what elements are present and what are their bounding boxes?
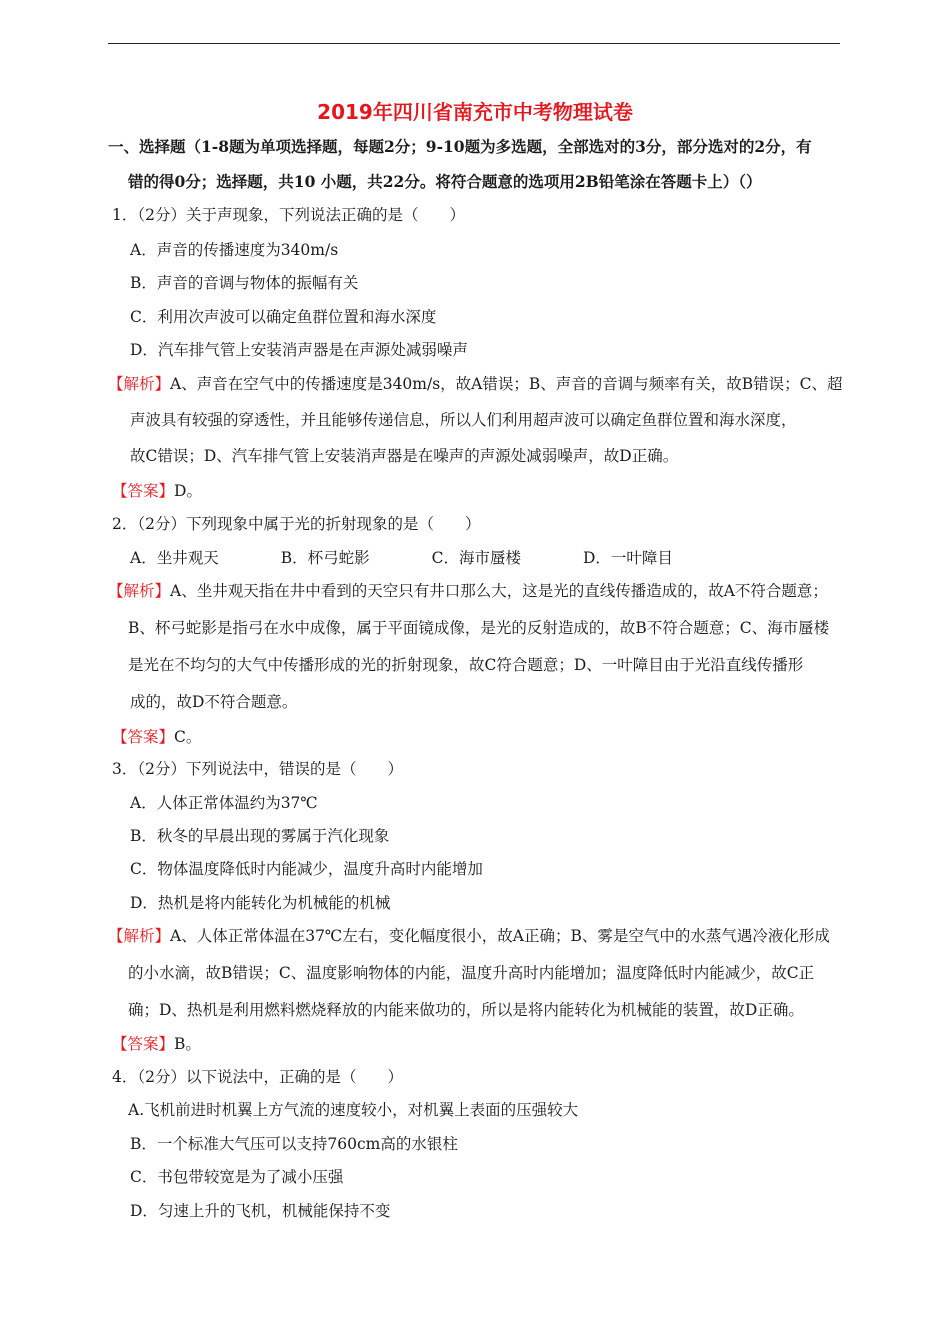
question-2-option-d: D．一叶障目 <box>582 549 673 567</box>
question-2-option-a: A．坐井观天 <box>130 549 219 567</box>
answer-tag: 【答案】 <box>112 728 175 746</box>
analysis-tag: 【解析】 <box>108 582 171 600</box>
answer-tag: 【答案】 <box>112 482 175 500</box>
question-1-stem: 1．（2分）关于声现象，下列说法正确的是（ ） <box>112 206 465 224</box>
question-2-answer: 【答案】C。 <box>112 728 202 746</box>
question-2-analysis-line2: B、杯弓蛇影是指弓在水中成像，属于平面镜成像，是光的反射造成的，故B不符合题意；C、海市蜃楼 <box>128 619 830 637</box>
answer-tag: 【答案】 <box>112 1035 175 1053</box>
question-4-stem: 4．（2分）以下说法中，正确的是（ ） <box>112 1068 403 1086</box>
question-1-option-c: C．利用次声波可以确定鱼群位置和海水深度 <box>130 308 437 326</box>
question-2-stem: 2．（2分）下列现象中属于光的折射现象的是（ ） <box>112 515 481 533</box>
section-heading-line1: 一、选择题（1-8题为单项选择题，每题2分；9-10题为多选题，全部选对的3分，部分选对的2分，有 <box>108 137 812 156</box>
question-3-option-b: B．秋冬的早晨出现的雾属于汽化现象 <box>130 827 390 845</box>
question-3-option-a: A．人体正常体温约为37℃ <box>130 794 318 812</box>
question-2-analysis-line3: 是光在不均匀的大气中传播形成的光的折射现象，故C符合题意；D、一叶障目由于光沿直线传播形 <box>128 656 804 674</box>
question-2-analysis-line1: 【解析】A、坐井观天指在井中看到的天空只有井口那么大，这是光的直线传播造成的，故A不符合题意； <box>108 582 828 600</box>
question-3-analysis-line3: 确；D、热机是利用燃料燃烧释放的内能来做功的，所以是将内能转化为机械能的装置，故D正确。 <box>128 1001 804 1019</box>
question-3-option-d: D．热机是将内能转化为机械能的机械 <box>130 894 391 912</box>
question-3-answer: 【答案】B。 <box>112 1035 201 1053</box>
question-3-analysis-line1: 【解析】A、人体正常体温在37℃左右，变化幅度很小，故A正确；B、雾是空气中的水蒸气遇冷液化形成 <box>108 927 830 945</box>
question-1-option-b: B．声音的音调与物体的振幅有关 <box>130 274 359 292</box>
section-heading-line2: 错的得0分；选择题，共10 小题，共22分。将符合题意的选项用2B铅笔涂在答题卡上）（） <box>128 172 762 191</box>
question-1-answer: 【答案】D。 <box>112 482 202 500</box>
header-rule <box>108 43 840 44</box>
page-title: 2019年四川省南充市中考物理试卷 <box>317 100 633 124</box>
question-1-option-a: A．声音的传播速度为340m/s <box>130 241 339 259</box>
question-1-analysis-line2: 声波具有较强的穿透性，并且能够传递信息，所以人们利用超声波可以确定鱼群位置和海水深度， <box>130 411 797 429</box>
question-4-option-b: B．一个标准大气压可以支持760cm高的水银柱 <box>130 1135 458 1153</box>
question-2-option-c: C．海市蜃楼 <box>431 549 521 567</box>
question-3-stem: 3．（2分）下列说法中，错误的是（ ） <box>112 760 403 778</box>
question-4-option-d: D．匀速上升的飞机，机械能保持不变 <box>130 1202 391 1220</box>
question-2-analysis-line4: 成的，故D不符合题意。 <box>130 693 298 711</box>
question-2-option-b: B．杯弓蛇影 <box>280 549 370 567</box>
question-4-option-c: C．书包带较宽是为了减小压强 <box>130 1168 344 1186</box>
question-1-analysis-line3: 故C错误；D、汽车排气管上安装消声器是在噪声的声源处减弱噪声，故D正确。 <box>130 447 679 465</box>
question-2-options <box>130 551 673 567</box>
analysis-tag: 【解析】 <box>108 375 171 393</box>
question-3-analysis-line2: 的小水滴，故B错误；C、温度影响物体的内能，温度升高时内能增加；温度降低时内能减少，故C正 <box>128 964 815 982</box>
question-1-option-d: D．汽车排气管上安装消声器是在声源处减弱噪声 <box>130 341 468 359</box>
question-4-option-a: A.飞机前进时机翼上方气流的速度较小，对机翼上表面的压强较大 <box>128 1101 579 1119</box>
question-1-analysis-line1: 【解析】A、声音在空气中的传播速度是340m/s，故A错误；B、声音的音调与频率有关，故B错误；C、超 <box>108 375 843 393</box>
analysis-tag: 【解析】 <box>108 927 171 945</box>
question-3-option-c: C．物体温度降低时内能减少，温度升高时内能增加 <box>130 860 483 878</box>
